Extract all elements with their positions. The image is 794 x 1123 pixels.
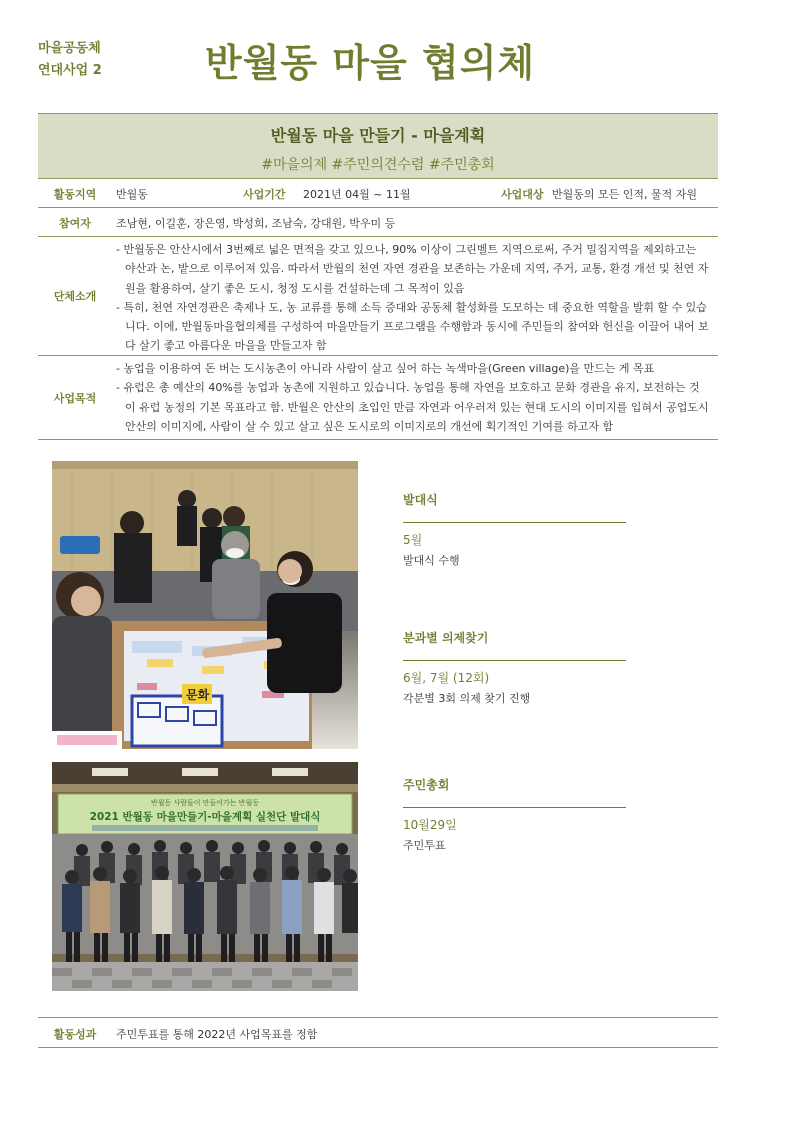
info-row bbox=[38, 179, 718, 208]
purpose-text bbox=[116, 359, 710, 436]
intro-row bbox=[38, 237, 718, 356]
intro-text bbox=[116, 240, 710, 356]
results-row bbox=[38, 1017, 718, 1048]
timeline-description: 주민투표 bbox=[403, 839, 446, 852]
timeline-title: 분과별 의제찾기 bbox=[403, 629, 626, 661]
banner-title: 반월동 마을 만들기 - 마을계획 bbox=[270, 126, 486, 145]
timeline-description: 각분별 3회 의제 찾기 진행 bbox=[403, 692, 531, 705]
workshop-photo bbox=[52, 461, 358, 749]
participants-label: 참여자 bbox=[59, 217, 91, 230]
group-photo-illustration bbox=[52, 762, 358, 991]
brand-line-2: 연대사업 2 bbox=[38, 63, 102, 78]
results-value: 주민투표를 통해 2022년 사업목표를 정함 bbox=[116, 1028, 318, 1041]
workshop-photo-illustration bbox=[52, 461, 358, 749]
intro-paragraph: - 반월동은 안산시에서 3번째로 넓은 면적을 갖고 있으나, 90% 이상이 그린벨트 지역으로써, 주거 밀집지역을 제외하고는 야산과 논, 밭으로 이루어져 있음. 따라서 반월의 천연 자연 경관을 보존하는 가운데 지역, 주거, 교통, 환경 개선 및 천연 자원을 활용하여, 살기 좋은 도시, 청정 도시를 건설하는데 그 목적이 있음 bbox=[116, 243, 709, 295]
target-label: 사업대상 bbox=[501, 188, 544, 201]
project-banner bbox=[38, 113, 718, 179]
purpose-paragraph: - 유럽은 총 예산의 40%를 농업과 농촌에 지원하고 있습니다. 농업을 통해 자연을 보호하고 문화 경관을 유지, 보전하는 것이 유럽 농정의 기본 목표라고 함. 반월은 안산의 초입인 만큼 자연과 어우러져 있는 현대 도시의 이미지를 입혀서 공업도시 안산의 이미지에, 사람이 살 수 있고 살고 싶은 도시로의 이미지로의 개선에 획기적인 기여를 하고자 함 bbox=[116, 381, 709, 433]
area-value: 반월동 bbox=[116, 188, 148, 201]
participants-row bbox=[38, 208, 718, 237]
area-label: 활동지역 bbox=[53, 188, 97, 201]
brand-line-1: 마을공동체 bbox=[38, 41, 101, 56]
period-label: 사업기간 bbox=[243, 188, 286, 201]
timeline-description: 발대식 수행 bbox=[403, 554, 460, 567]
banner-hashtags: #마을의제 #주민의견수렴 #주민총회 bbox=[261, 157, 495, 173]
purpose-paragraph: - 농업을 이용하여 돈 버는 도시농촌이 아니라 사람이 살고 싶어 하는 녹색마을(Green village)을 만드는 게 목표 bbox=[116, 362, 655, 375]
timeline-date: 5월 bbox=[403, 533, 423, 547]
purpose-label: 사업목적 bbox=[53, 392, 97, 405]
participants-value: 조남현, 이길훈, 장은영, 박성희, 조남숙, 강대원, 박우미 등 bbox=[116, 217, 396, 230]
timeline-title: 주민총회 bbox=[403, 776, 626, 808]
purpose-row bbox=[38, 356, 718, 440]
group-banner-main-text: 2021 반월동 마을만들기-마을계획 실천단 발대식 bbox=[89, 811, 321, 823]
intro-label: 단체소개 bbox=[53, 290, 97, 303]
group-photo bbox=[52, 762, 358, 991]
results-label: 활동성과 bbox=[53, 1028, 97, 1041]
target-value: 반월동의 모든 인적, 물적 자원 bbox=[552, 188, 697, 201]
group-banner-small-text: 반월동 사람들이 만들어가는 반월동 bbox=[150, 799, 260, 807]
page-title: 반월동 마을 협의체 bbox=[205, 41, 536, 85]
table-sign-text: 문화 bbox=[186, 688, 210, 702]
period-value: 2021년 04월 ~ 11월 bbox=[303, 188, 411, 201]
timeline-date: 6월, 7월 (12회) bbox=[403, 671, 490, 685]
intro-paragraph: - 특히, 천연 자연경관은 축제나 도, 농 교류를 통해 소득 증대와 공동체 활성화를 도모하는 데 중요한 역할을 발휘 할 수 있습니다. 이에, 반월동마을협의체를 구성하여 마을만들기 프로그램을 수행함과 동시에 주민들의 참여와 헌신을 이끌어 내어 보다 살기 좋고 아름다운 마을을 만들고자 함 bbox=[116, 300, 709, 353]
timeline-date: 10월29일 bbox=[403, 818, 457, 832]
brand-label bbox=[38, 38, 102, 82]
timeline-title: 발대식 bbox=[403, 491, 626, 523]
